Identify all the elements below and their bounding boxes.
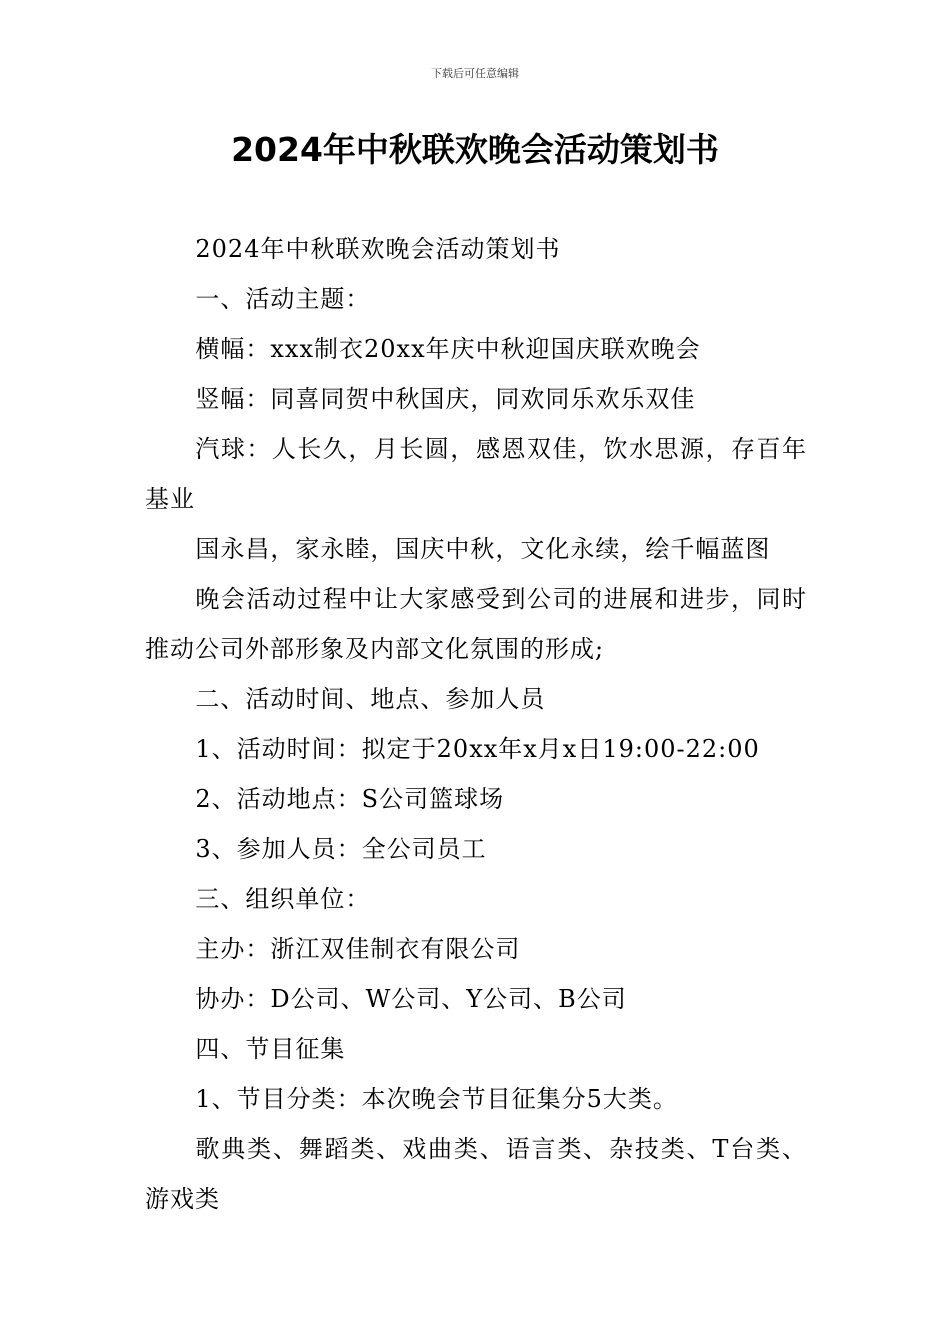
paragraph: 歌典类、舞蹈类、戏曲类、语言类、杂技类、T台类、游戏类 bbox=[145, 1135, 807, 1213]
paragraph: 1、节目分类：本次晚会节目征集分5大类。 bbox=[195, 1085, 678, 1113]
paragraph: 1、活动时间：拟定于20xx年x月x日19:00-22:00 bbox=[195, 735, 760, 763]
section-heading: 四、节目征集 bbox=[195, 1035, 346, 1063]
page-title: 2024年中秋联欢晚会活动策划书 bbox=[231, 130, 719, 169]
paragraph: 协办：D公司、W公司、Y公司、B公司 bbox=[195, 985, 627, 1013]
paragraph: 竖幅：同喜同贺中秋国庆，同欢同乐欢乐双佳 bbox=[195, 385, 696, 413]
paragraph: 主办：浙江双佳制衣有限公司 bbox=[195, 935, 521, 963]
header-note: 下载后可任意编辑 bbox=[431, 67, 519, 80]
section-heading: 三、组织单位： bbox=[195, 885, 371, 913]
section-heading: 二、活动时间、地点、参加人员 bbox=[195, 685, 546, 713]
paragraph: 汽球：人长久，月长圆，感恩双佳，饮水思源，存百年基业 bbox=[145, 435, 807, 513]
paragraph: 晚会活动过程中让大家感受到公司的进展和进步，同时推动公司外部形象及内部文化氛围的形成; bbox=[145, 585, 807, 663]
section-heading: 一、活动主题： bbox=[195, 285, 371, 313]
paragraph: 2、活动地点：S公司篮球场 bbox=[195, 785, 505, 813]
paragraph: 横幅：xxx制衣20xx年庆中秋迎国庆联欢晚会 bbox=[195, 335, 701, 363]
document-body bbox=[145, 224, 807, 1224]
paragraph: 3、参加人员：全公司员工 bbox=[195, 835, 487, 863]
paragraph: 2024年中秋联欢晚会活动策划书 bbox=[195, 235, 561, 263]
paragraph: 国永昌，家永睦，国庆中秋，文化永续，绘千幅蓝图 bbox=[195, 535, 771, 563]
